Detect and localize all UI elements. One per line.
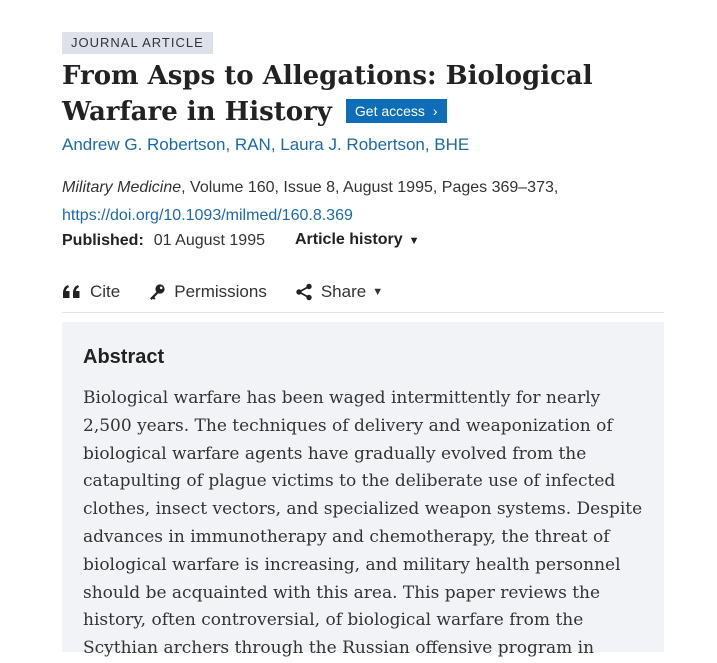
key-icon xyxy=(148,283,166,301)
caret-down-icon: ▼ xyxy=(408,235,420,247)
share-label: Share xyxy=(320,282,367,301)
toolbar-divider xyxy=(62,312,664,313)
quote-icon xyxy=(62,284,82,300)
article-title-text: From Asps to Allegations: Biological Warfare in History xyxy=(62,61,593,127)
chevron-right-icon: › xyxy=(432,103,438,119)
published-label: Published: xyxy=(62,231,144,249)
permissions-button[interactable] xyxy=(148,280,267,304)
article-toolbar xyxy=(62,280,664,304)
share-icon xyxy=(295,283,313,301)
abstract-text: Biological warfare has been waged intermittently for nearly 2,500 years. The techniques of delivery and weaponization of biological warfare agents have gradually evolved from the catapulting of plague victims to the deliberate use of infected clothes, insect vectors, and specialized weapon systems. Despite advances in immunotherapy and chemotherapy, the threat of biological warfare is increasing, and military health personnel should be acquainted with this area. This paper reviews the history, often controversial, of biological warfare from the Scythian archers through the Russian offensive program in xyxy=(83,388,643,659)
citation xyxy=(62,174,662,230)
article-history-toggle[interactable] xyxy=(295,228,419,253)
share-button[interactable] xyxy=(295,280,383,304)
author-list xyxy=(62,134,469,156)
article-type-badge: JOURNAL ARTICLE xyxy=(62,32,213,54)
published-date: 01 August 1995 xyxy=(153,231,265,249)
get-access-label: Get access xyxy=(354,103,425,119)
permissions-label: Permissions xyxy=(174,282,267,301)
author-link[interactable]: Andrew G. Robertson, RAN xyxy=(62,135,271,154)
citation-details: , Volume 160, Issue 8, August 1995, Pages 369–373, xyxy=(181,179,559,196)
doi-link[interactable]: https://doi.org/10.1093/milmed/160.8.369 xyxy=(62,207,353,224)
abstract-heading: Abstract xyxy=(83,346,165,368)
abstract-section xyxy=(62,322,664,659)
publication-row xyxy=(62,228,419,253)
cite-button[interactable] xyxy=(62,280,120,304)
article-title xyxy=(62,58,682,130)
author-link[interactable]: Laura J. Robertson, BHE xyxy=(280,135,470,154)
get-access-button[interactable] xyxy=(346,99,447,123)
cite-label: Cite xyxy=(90,282,121,301)
article-history-label: Article history xyxy=(295,231,403,248)
journal-name: Military Medicine xyxy=(62,179,182,196)
author-separator: , xyxy=(270,135,281,154)
caret-down-icon: ▼ xyxy=(372,286,384,298)
